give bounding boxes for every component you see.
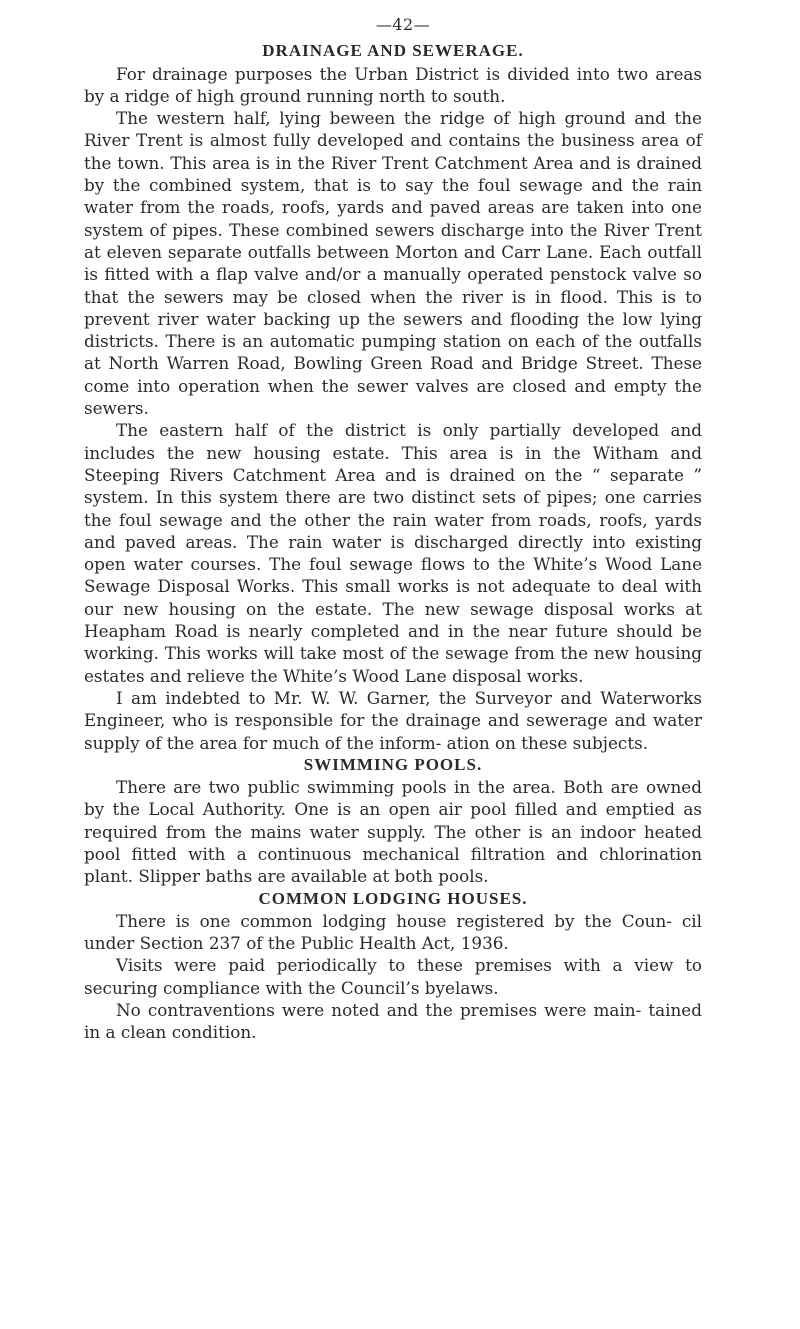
paragraph: The eastern half of the district is only partially developed and includes the new housing estate. This area is in the Witham and Steeping Rivers Catchment Area and is drained on the “ separate ” system. In this system there are two distinct sets of pipes; one carries the foul sewage and the other the rain water from roads, roofs, yards and paved areas. The rain water is discharged directly into existing open water courses. The foul sewage flows to the White’s Wood Lane Sewage Disposal Works. This small works is not adequate to deal with our new housing on the estate. The new sewage disposal works at Heapham Road is nearly completed and in the near future should be working. This works will take most of the sewage from the new housing estates and relieve the White’s Wood Lane disposal works.	[84, 420, 702, 686]
section-swimming-pools	[84, 754, 702, 888]
paragraph: Visits were paid periodically to these premises with a view to securing compliance with the Council’s byelaws.	[84, 955, 702, 998]
paragraph: I am indebted to Mr. W. W. Garner, the Surveyor and Waterworks Engineer, who is responsible for the drainage and sewerage and water supply of the area for much of the inform- ation on these subjects.	[84, 687, 702, 753]
paragraph: For drainage purposes the Urban District is divided into two areas by a ridge of high ground running north to south.	[84, 63, 702, 106]
paragraph: No contraventions were noted and the premises were main- tained in a clean condition.	[84, 1000, 702, 1043]
paragraph: There are two public swimming pools in the area. Both are owned by the Local Authority. One is an open air pool filled and emptied as required from the mains water supply. The other is an indoor heated pool fitted with a continuous mechanical filtration and chlorination plant. Slipper baths are available at both pools.	[84, 777, 702, 887]
section-drainage	[84, 40, 702, 754]
paragraph: There is one common lodging house registered by the Coun- cil under Section 237 of the Public Health Act, 1936.	[84, 910, 702, 954]
section-common-lodging-houses	[84, 888, 702, 1044]
page-number: —42—	[375, 15, 431, 34]
paragraph: The western half, lying beween the ridge of high ground and the River Trent is almost fully developed and contains the business area of the town. This area is in the River Trent Catchment Area and is drained by the combined system, that is to say the foul sewage and the rain water from the roads, roofs, yards and paved areas are taken into one system of pipes. These combined sewers discharge into the River Trent at eleven separate outfalls between Morton and Carr Lane. Each outfall is fitted with a flap valve and/or a manually operated penstock valve so that the sewers may be closed when the river is in flood. This is to prevent river water backing up the sewers and flooding the low lying districts. There is an automatic pumping station on each of the outfalls at North Warren Road, Bowling Green Road and Bridge Street. These come into operation when the sewer valves are closed and empty the sewers.	[84, 108, 702, 419]
section-heading-common-lodging-houses: COMMON LODGING HOUSES.	[258, 888, 528, 908]
section-heading-swimming-pools: SWIMMING POOLS.	[303, 754, 483, 774]
section-heading-drainage: DRAINAGE AND SEWERAGE.	[262, 41, 524, 61]
